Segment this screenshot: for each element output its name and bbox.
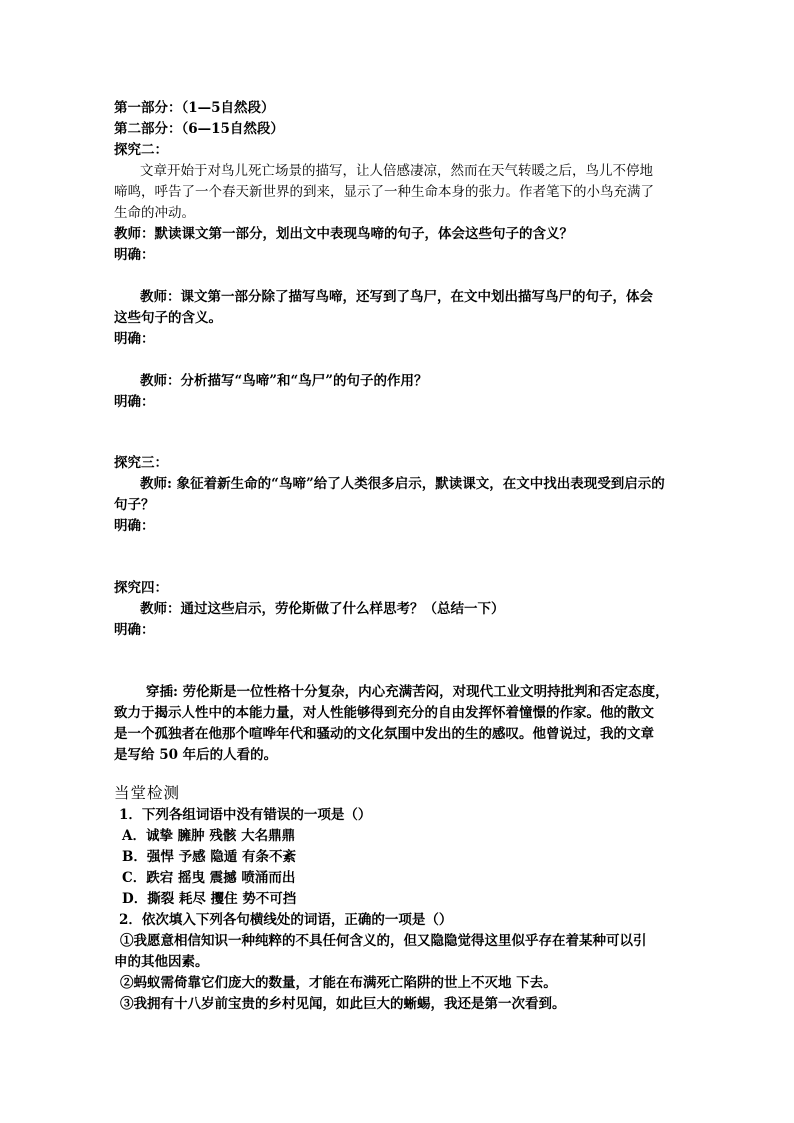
- test-question-one: 1．下列各组词语中没有错误的一项是（）: [119, 807, 372, 823]
- teacher-question-continued: 句子？: [114, 497, 155, 513]
- teacher-question: 教师：课文第一部分除了描写鸟啼，还写到了鸟尸，在文中划出描写鸟尸的句子，体会: [140, 289, 653, 305]
- part-two-label: 第二部分：（6—15自然段）: [114, 121, 284, 137]
- teacher-question: 教师：默读课文第一部分，划出文中表现鸟啼的句子，体会这些句子的含义？: [114, 226, 573, 242]
- option-a: A．诚挚 臃肿 残骸 大名鼎鼎: [122, 828, 296, 844]
- option-b: B．强悍 予感 隐遁 有条不紊: [122, 849, 297, 865]
- explore-three-heading: 探究三：: [114, 455, 168, 471]
- test-heading: 当堂检测: [114, 784, 181, 802]
- teacher-question-continued: 这些句子的含义。: [114, 310, 222, 326]
- answer-label: 明确：: [114, 247, 155, 263]
- explore-two-intro-line: 文章开始于对鸟儿死亡场景的描写，让人倍感凄凉，然而在天气转暖之后，鸟儿不停地: [140, 163, 653, 179]
- sentence-three: ③我拥有十八岁前宝贵的乡村见闻，如此巨大的蜥蜴，我还是第一次看到。: [120, 996, 566, 1012]
- insert-paragraph-line: 穿插: 劳伦斯是一位性格十分复杂，内心充满苦闷，对现代工业文明持批判和否定态度，: [146, 684, 669, 700]
- option-c: C．跌宕 摇曳 震撼 喷涌而出: [122, 870, 296, 886]
- sentence-one: ①我愿意相信知识一种纯粹的不具任何含义的，但又隐隐觉得这里似乎存在着某种可以引: [120, 933, 647, 949]
- teacher-question: 教师：分析描写“鸟啼”和“鸟尸”的句子的作用？: [140, 373, 428, 389]
- sentence-one-continued: 申的其他因素。: [114, 954, 209, 970]
- answer-label: 明确：: [114, 331, 155, 347]
- insert-paragraph-line: 致力于揭示人性中的本能力量，对人性能够得到充分的自由发挥怀着憧憬的作家。他的散文: [114, 705, 654, 721]
- explore-two-heading: 探究二：: [114, 142, 168, 158]
- teacher-question: 教师: 象征着新生命的“鸟啼”给了人类很多启示，默读课文，在文中找出表现受到启示的: [140, 476, 665, 492]
- insert-paragraph-line: 是写给 50 年后的人看的。: [114, 747, 278, 763]
- answer-label: 明确：: [114, 518, 155, 534]
- test-question-two: 2．依次填入下列各句横线处的词语，正确的一项是（）: [119, 912, 453, 928]
- answer-label: 明确：: [114, 622, 155, 638]
- teacher-question: 教师：通过这些启示，劳伦斯做了什么样思考？（总结一下）: [140, 601, 505, 617]
- explore-four-heading: 探究四：: [114, 580, 168, 596]
- option-d: D．撕裂 耗尽 攫住 势不可挡: [122, 891, 297, 907]
- explore-two-intro-line: 生命的冲动。: [114, 205, 195, 221]
- sentence-two: ②蚂蚁需倚靠它们庞大的数量，才能在布满死亡陷阱的世上不灭地 下去。: [120, 975, 557, 991]
- explore-two-intro-line: 啼鸣，呼告了一个春天新世界的到来，显示了一种生命本身的张力。作者笔下的小鸟充满了: [114, 184, 654, 200]
- answer-label: 明确：: [114, 394, 155, 410]
- part-one-label: 第一部分：（1—5自然段）: [114, 100, 275, 116]
- insert-paragraph-line: 是一个孤独者在他那个喧哗年代和骚动的文化氛围中发出的生的感叹。他曾说过，我的文章: [114, 726, 654, 742]
